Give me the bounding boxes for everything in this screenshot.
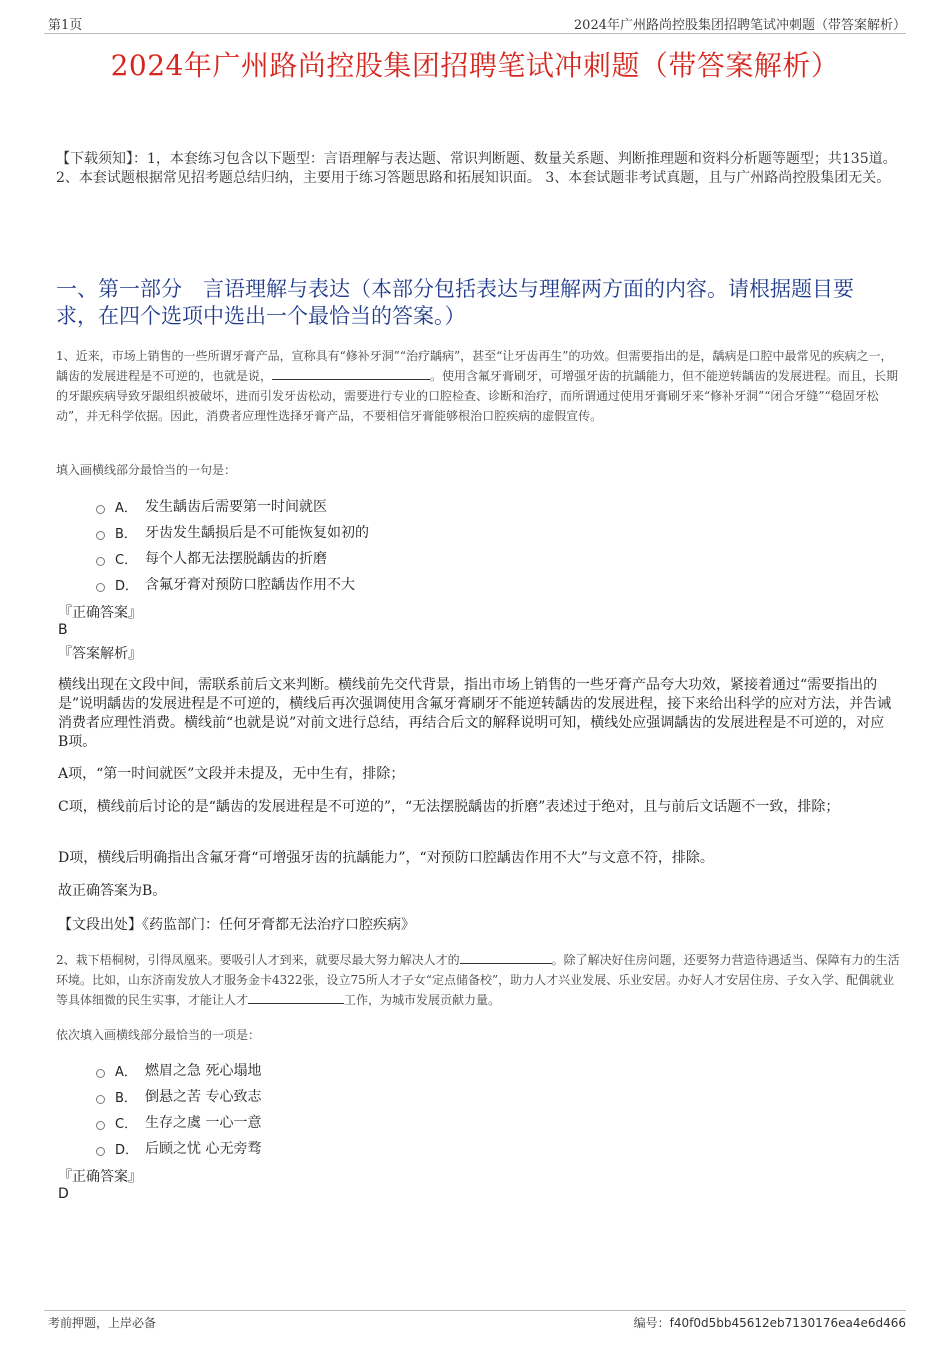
question-1-option-c[interactable] — [96, 545, 369, 571]
question-2-option-d[interactable] — [96, 1135, 261, 1161]
radio-button-icon[interactable] — [96, 1069, 105, 1078]
question-1-option-a[interactable] — [96, 493, 369, 519]
option-text: 倒悬之苦 专心致志 — [145, 1089, 262, 1105]
question-2-text-part1: 2、栽下梧桐树，引得凤凰来。要吸引人才到来，就要尽最大努力解决人才的 — [56, 953, 460, 967]
option-letter: D． — [115, 578, 139, 594]
question-2-answer-label: 『正确答案』 — [58, 1169, 142, 1185]
analysis-paragraph: A项，“第一时间就医”文段并未提及，无中生有，排除； — [58, 766, 405, 782]
analysis-paragraph: D项，横线后明确指出含氟牙膏“可增强牙齿的抗龋能力”，“对预防口腔龋齿作用不大”与文意不符，排除。 — [58, 850, 714, 866]
option-letter: A． — [115, 1064, 137, 1080]
option-text: 每个人都无法摆脱龋齿的折磨 — [145, 551, 327, 567]
question-2-options — [96, 1057, 261, 1161]
question-1-text — [56, 346, 900, 426]
question-1-answer: B — [58, 622, 68, 638]
option-letter: C． — [115, 1116, 138, 1132]
analysis-paragraph: C项，横线前后讨论的是“龋齿的发展进程是不可逆的”，“无法摆脱龋齿的折磨”表述过于绝对，且与前后文话题不一致，排除； — [58, 799, 840, 815]
page-title: 2024年广州路尚控股集团招聘笔试冲刺题（带答案解析） — [110, 49, 840, 82]
option-letter: B． — [115, 1090, 137, 1106]
footer-serial-label: 编号： — [633, 1316, 670, 1330]
question-2-blank-1 — [460, 950, 552, 964]
option-letter: B． — [115, 526, 137, 542]
question-2-option-b[interactable] — [96, 1083, 261, 1109]
question-1-prompt: 填入画横线部分最恰当的一句是： — [56, 463, 237, 477]
question-1-options — [96, 493, 369, 597]
radio-button-icon[interactable] — [96, 557, 105, 566]
question-1-text-after: 。使用含氟牙膏刷牙，可增强牙齿的抗龋能力，但不能逆转龋齿的发展进程。而且，长期的牙龈疾病导致牙龈组织被破坏，进而引发牙齿松动，需要进行专业的口腔检查、诊断和治疗，而所谓通过使用牙膏刷牙来“修补牙洞”“闭合牙缝”“稳固牙松动”，并无科学依据。因此，消费者应理性选择牙膏产品，不要相信牙膏能够根治口腔疾病的虚假宣传。 — [56, 369, 899, 423]
question-2-option-a[interactable] — [96, 1057, 261, 1083]
option-text: 燃眉之急 死心塌地 — [145, 1063, 262, 1079]
footer-slogan: 考前押题，上岸必备 — [48, 1316, 157, 1330]
question-2-prompt: 依次填入画横线部分最恰当的一项是： — [56, 1028, 261, 1042]
question-2-text-part3: 工作，为城市发展贡献力量。 — [344, 993, 501, 1007]
question-1-blank — [272, 366, 430, 380]
footer-serial-code: f40f0d5bb45612eb7130176ea4e6d466 — [669, 1316, 906, 1330]
footer-serial — [634, 1314, 906, 1331]
question-1-option-b[interactable] — [96, 519, 369, 545]
question-2-text-part2: 。除了解决好住房问题，还要努力营造待遇适当、保障有力的生活环境。比如，山东济南发放人才服务金卡4322张，设立75所人才子女“定点储备校”，助力人才兴业发展、乐业安居。办好人才安居住房、子女入学、配偶就业等具体细微的民生实事，才能让人才 — [56, 953, 900, 1007]
section-heading: 一、第一部分 言语理解与表达（本部分包括表达与理解两方面的内容。请根据题目要求，在四个选项中选出一个最恰当的答案。） — [56, 277, 854, 328]
download-notice: 【下载须知】：1，本套练习包含以下题型：言语理解与表达题、常识判断题、数量关系题、判断推理题和资料分析题等题型；共135道。 2、本套试题根据常见招考题总结归纳，主要用于练习答题思路和拓展知识面。 3、本套试题非考试真题，且与广州路尚控股集团无关。 — [56, 151, 897, 186]
radio-button-icon[interactable] — [96, 583, 105, 592]
option-letter: D． — [115, 1142, 139, 1158]
analysis-paragraph: 横线出现在文段中间，需联系前后文来判断。横线前先交代背景，指出市场上销售的一些牙膏产品夸大功效，紧接着通过“需要指出的是”说明龋齿的发展进程是不可逆的，横线后再次强调使用含氟牙膏刷牙不能逆转龋齿的发展进程，接下来给出科学的应对方法，并告诫消费者应理性消费。横线前“也就是说”对前文进行总结，再结合后文的解释说明可知，横线处应强调龋齿的发展进程是不可逆的，对应B项。 — [58, 677, 892, 750]
question-2-answer: D — [58, 1186, 69, 1202]
radio-button-icon[interactable] — [96, 531, 105, 540]
option-letter: A． — [115, 500, 137, 516]
question-1-answer-label: 『正确答案』 — [58, 605, 142, 621]
radio-button-icon[interactable] — [96, 1095, 105, 1104]
footer-divider — [44, 1310, 906, 1311]
header-doc-title: 2024年广州路尚控股集团招聘笔试冲刺题（带答案解析） — [573, 18, 906, 33]
option-text: 发生龋齿后需要第一时间就医 — [145, 499, 327, 515]
question-1-source: 【文段出处】《药监部门：任何牙膏都无法治疗口腔疾病》 — [58, 917, 415, 933]
question-1-text-before: 1、近来，市场上销售的一些所谓牙膏产品，宣称具有“修补牙洞”“治疗龋病”，甚至“让牙齿再生”的功效。但需要指出的是，龋病是口腔中最常见的疾病之一，龋齿的发展进程是不可逆的，也就是说， — [56, 349, 893, 383]
question-2-blank-2 — [248, 990, 344, 1004]
option-text: 牙齿发生龋损后是不可能恢复如初的 — [145, 525, 369, 541]
header-divider — [44, 33, 906, 34]
option-text: 后顾之忧 心无旁骛 — [145, 1141, 262, 1157]
question-1-analysis-label: 『答案解析』 — [58, 646, 142, 662]
question-1-option-d[interactable] — [96, 571, 369, 597]
radio-button-icon[interactable] — [96, 1121, 105, 1130]
radio-button-icon[interactable] — [96, 505, 105, 514]
question-2-text — [56, 950, 900, 1010]
page-number: 第1页 — [48, 18, 83, 33]
question-2-option-c[interactable] — [96, 1109, 261, 1135]
analysis-paragraph: 故正确答案为B。 — [58, 883, 167, 899]
option-letter: C． — [115, 552, 138, 568]
option-text: 含氟牙膏对预防口腔龋齿作用不大 — [145, 577, 355, 593]
option-text: 生存之虞 一心一意 — [145, 1115, 262, 1131]
radio-button-icon[interactable] — [96, 1147, 105, 1156]
